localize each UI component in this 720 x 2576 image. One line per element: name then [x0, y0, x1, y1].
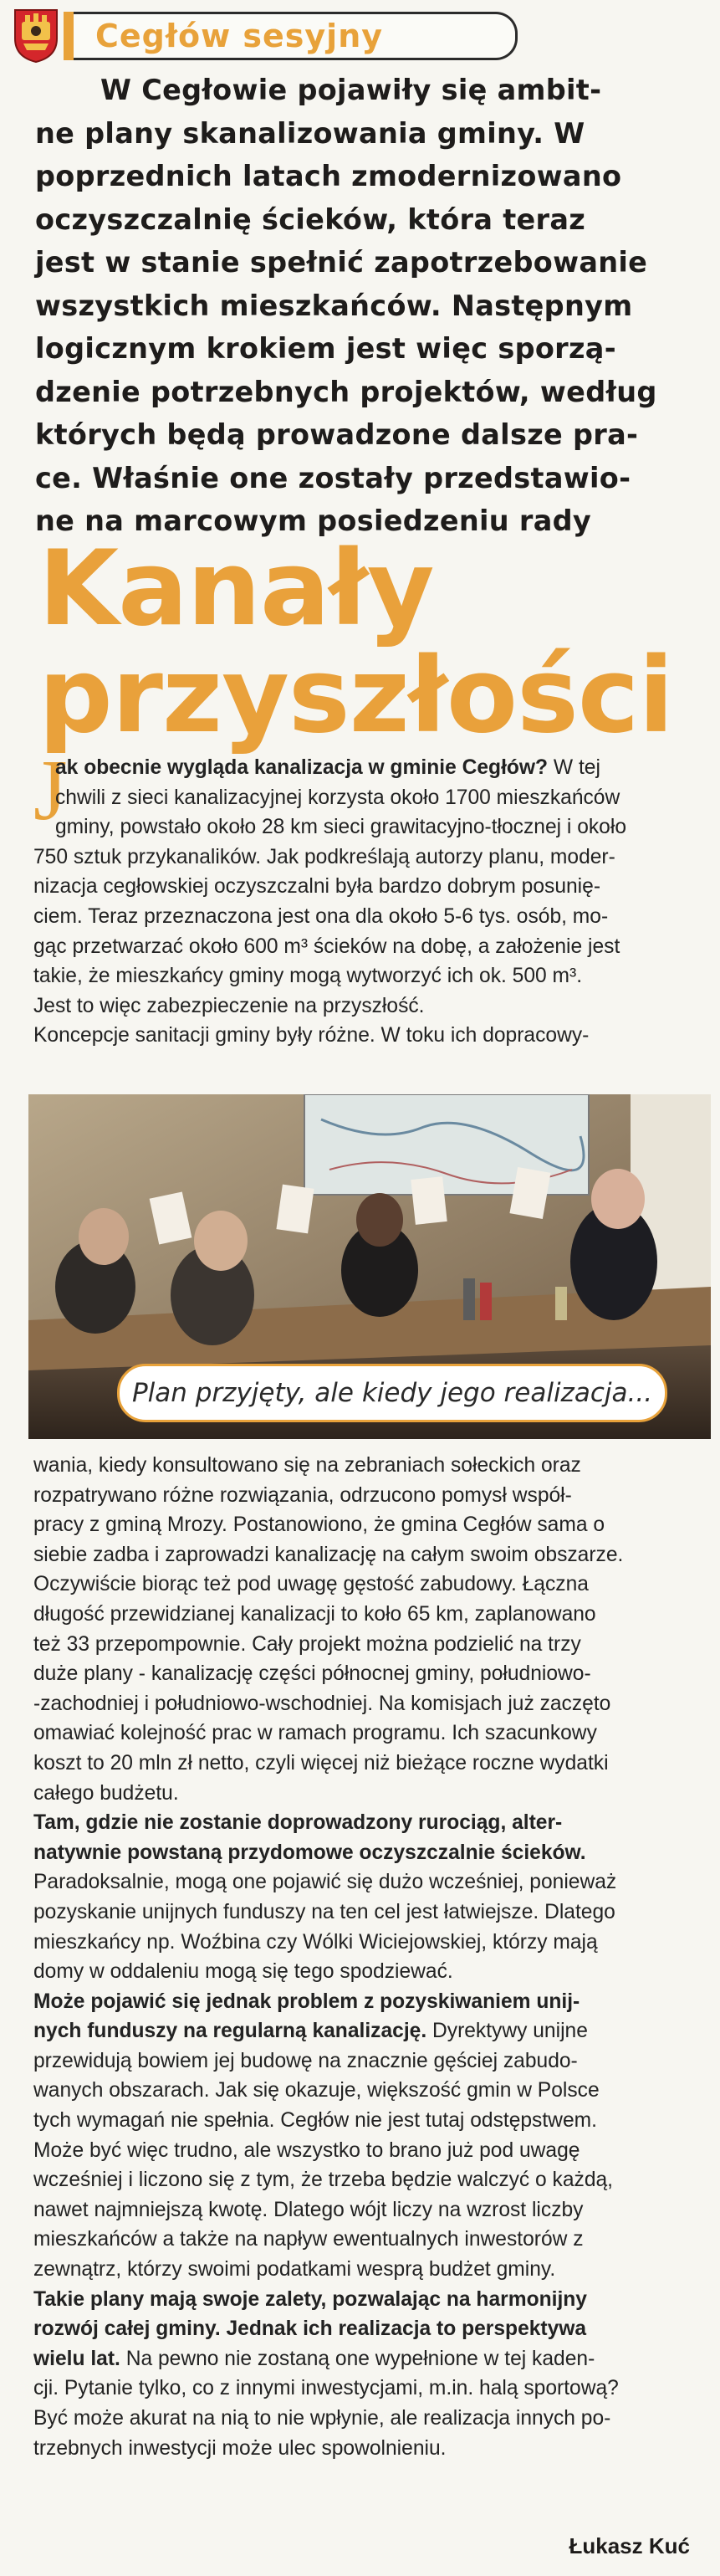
- body-line: [33, 2344, 684, 2374]
- body-line-text: nawet najmniejszą kwotę. Dlatego wójt liczy na wzrost liczby: [33, 2198, 584, 2221]
- body-line-bold: natywnie powstaną przydomowe oczyszczalnie ścieków.: [33, 1841, 586, 1864]
- body-line: [33, 2106, 684, 2136]
- body-line: [33, 2076, 684, 2106]
- body-line: [33, 842, 684, 873]
- body-line: [33, 1600, 684, 1630]
- body-line: [33, 1481, 684, 1511]
- lead-line: wszystkich mieszkańców. Następnym: [35, 289, 633, 322]
- body-line-bold: Może pojawić się jednak problem z pozyskiwaniem unij-: [33, 1990, 580, 2013]
- body-line: [33, 2136, 684, 2166]
- photo-caption: [117, 1364, 667, 1422]
- body-line: [33, 1808, 684, 1838]
- lead-line: W Cegłowie pojawiły się ambit-: [100, 74, 602, 106]
- body-line-text: trzebnych inwestycji może ulec spowolnieniu.: [33, 2436, 447, 2460]
- body-line: [33, 1570, 684, 1600]
- body-line-text: siebie zadba i zaprowadzi kanalizację na całym swoim obszarze.: [33, 1543, 624, 1566]
- body-line: [33, 1838, 684, 1868]
- body-line: [33, 2016, 684, 2046]
- body-line-text: Koncepcje sanitacji gminy były różne. W toku ich dopracowy-: [33, 1024, 590, 1047]
- body-line: [33, 2404, 684, 2434]
- body-line-text: tych wymagań nie spełnia. Cegłów nie jest tutaj odstępstwem.: [33, 2109, 597, 2133]
- lead-line: logicznym krokiem jest więc sporzą-: [35, 332, 616, 365]
- body-line-text: zewnątrz, którzy swoimi podatkami wesprą budżet gminy.: [33, 2258, 556, 2282]
- body-line: [33, 2374, 684, 2404]
- body-line: [33, 932, 684, 962]
- body-line-text: ciem. Teraz przeznaczona jest ona dla około 5-6 tys. osób, mo-: [33, 904, 609, 928]
- body-line: [33, 872, 684, 902]
- body-line-text: też 33 przepompownie. Cały projekt można podzielić na trzy: [33, 1632, 581, 1656]
- body-line-bold: Tam, gdzie nie zostanie doprowadzony rurociąg, alter-: [33, 1811, 563, 1835]
- body-line: [33, 1957, 684, 1987]
- drop-cap: J: [33, 742, 68, 838]
- lead-line: oczyszczalnię ścieków, która teraz: [35, 202, 586, 236]
- body-line: [33, 1897, 684, 1928]
- body-text-top: [33, 742, 684, 1051]
- body-line: [33, 2434, 684, 2464]
- body-line-text: całego budżetu.: [33, 1781, 179, 1805]
- body-line-text: chwili z sieci kanalizacyjnej korzysta około 1700 mieszkańców: [55, 786, 620, 809]
- body-line: [33, 1749, 684, 1779]
- lead-line: ne plany skanalizowania gminy. W: [35, 116, 585, 150]
- body-line-text: gąc przetwarzać około 600 m³ ścieków na dobę, a założenie jest: [33, 935, 620, 958]
- lead-line: ce. Właśnie one zostały przedstawio-: [35, 461, 631, 494]
- body-line-bold: nych funduszy na regularną kanalizację.: [33, 2020, 427, 2043]
- body-line-text: cji. Pytanie tylko, co z innymi inwestycjami, m.in. halą sportową?: [33, 2377, 619, 2400]
- body-line-text: Paradoksalnie, mogą one pojawić się dużo wcześniej, ponieważ: [33, 1871, 617, 1894]
- body-line-text: domy w oddaleniu mogą się tego spodziewać.: [33, 1960, 453, 1984]
- body-line-bold: rozwój całej gminy. Jednak ich realizacja to perspektywa: [33, 2317, 587, 2341]
- body-line-text: pracy z gminą Mrozy. Postanowiono, że gmina Cegłów sama o: [33, 1513, 605, 1537]
- body-line: [33, 2314, 684, 2344]
- body-line: [33, 2255, 684, 2285]
- lead-line: dzenie potrzebnych projektów, według: [35, 375, 657, 408]
- headline-line-1: Kanały: [38, 529, 434, 649]
- body-line: [33, 1021, 684, 1051]
- section-title-bar: [74, 12, 518, 60]
- body-line: [33, 812, 684, 842]
- body-line: [33, 1510, 684, 1540]
- body-line-text: mieszkańców a także na napływ ewentualnych inwestorów z: [33, 2228, 584, 2251]
- body-line-text: mieszkańcy np. Woźbina czy Wólki Wiciejowskiej, którzy mają: [33, 1930, 598, 1954]
- body-line-text: Jest to więc zabezpieczenie na przyszłość.: [33, 994, 425, 1017]
- lead-line: ne na marcowym posiedzeniu rady: [35, 504, 592, 537]
- body-line: [33, 1659, 684, 1689]
- body-line-bold: Takie plany mają swoje zalety, pozwalając na harmonijny: [33, 2287, 587, 2311]
- body-line-text: długość przewidzianej kanalizacji to koło 65 km, zaplanowano: [33, 1602, 596, 1626]
- body-line: [33, 1779, 684, 1809]
- body-line: [33, 2195, 684, 2225]
- body-line: [33, 1867, 684, 1897]
- body-line: [33, 1689, 684, 1719]
- body-line-text: wania, kiedy konsultowano się na zebraniach sołeckich oraz: [33, 1454, 581, 1477]
- body-text-bottom: [33, 1451, 684, 2463]
- body-line: [33, 1540, 684, 1570]
- body-line: [33, 902, 684, 932]
- body-line-text: nizacja cegłowskiej oczyszczalni była bardzo dobrym posunię-: [33, 875, 601, 899]
- body-line: [33, 991, 684, 1022]
- body-line-text: -zachodniej i południowo-wschodniej. Na komisjach już zaczęto: [33, 1692, 611, 1715]
- lead-line: jest w stanie spełnić zapotrzebowanie: [35, 246, 648, 279]
- lead-line: których będą prowadzone dalsze pra-: [35, 418, 639, 451]
- body-line-text: duże plany - kanalizację części północnej gminy, południowo-: [33, 1662, 591, 1686]
- body-line: [33, 2285, 684, 2315]
- body-line-text: Dyrektywy unijne: [426, 2020, 588, 2043]
- body-line: [33, 783, 684, 813]
- body-line: [33, 961, 684, 991]
- body-line: [33, 1928, 684, 1958]
- photo-caption-text: Plan przyjęty, ale kiedy jego realizacja...: [131, 1378, 653, 1408]
- lead-paragraph: [35, 69, 687, 543]
- section-title: Cegłów sesyjny: [95, 18, 384, 54]
- body-line: [33, 753, 684, 783]
- body-line-text: Na pewno nie zostaną one wypełnione w tej kaden-: [120, 2347, 595, 2370]
- body-line: [33, 1718, 684, 1749]
- body-line: [33, 1987, 684, 2017]
- article-headline: [38, 529, 673, 756]
- body-line-text: gminy, powstało około 28 km sieci grawitacyjno-tłocznej i około: [55, 816, 627, 839]
- body-line: [33, 2225, 684, 2255]
- body-line-text: takie, że mieszkańcy gminy mogą wytworzyć ich ok. 500 m³.: [33, 965, 583, 988]
- headline-line-2: przyszłości: [38, 636, 673, 756]
- body-line-text: Oczywiście biorąc też pod uwagę gęstość zabudowy. Łączna: [33, 1573, 589, 1596]
- body-line: [33, 2046, 684, 2077]
- body-line-bold: wielu lat.: [33, 2347, 120, 2370]
- body-line-bold: ak obecnie wygląda kanalizacja w gminie Cegłów?: [55, 756, 549, 779]
- body-line-text: 750 sztuk przykanalików. Jak podkreślają autorzy planu, moder-: [33, 845, 615, 868]
- body-line-text: Być może akurat na nią to nie wpłynie, ale realizacja innych po-: [33, 2407, 611, 2430]
- section-header: [0, 0, 720, 70]
- lead-line: poprzednich latach zmodernizowano: [35, 160, 622, 192]
- body-line: [33, 1630, 684, 1660]
- body-line: [33, 2165, 684, 2195]
- body-line-text: wcześniej i liczono się z tym, że trzeba będzie walczyć o każdą,: [33, 2169, 614, 2192]
- body-line: [33, 1451, 684, 1481]
- body-line-text: omawiać kolejność prac w ramach programu. Ich szacunkowy: [33, 1722, 597, 1745]
- coat-of-arms-icon: [12, 7, 60, 64]
- body-line-text: rozpatrywano różne rozwiązania, odrzucono pomysł współ-: [33, 1483, 572, 1507]
- body-line-text: koszt to 20 mln zł netto, czyli więcej niż bieżące roczne wydatki: [33, 1751, 609, 1775]
- author-signature: Łukasz Kuć: [569, 2533, 690, 2558]
- body-line-text: Może być więc trudno, ale wszystko to brano już pod uwagę: [33, 2138, 580, 2162]
- body-line-text: wanych obszarach. Jak się okazuje, większość gmin w Polsce: [33, 2079, 600, 2102]
- body-line-text: W tej: [548, 756, 600, 779]
- body-line-text: pozyskanie unijnych funduszy na ten cel jest łatwiejsze. Dlatego: [33, 1900, 615, 1923]
- body-line-text: przewidują bowiem jej budowę na znacznie gęściej zabudo-: [33, 2049, 578, 2072]
